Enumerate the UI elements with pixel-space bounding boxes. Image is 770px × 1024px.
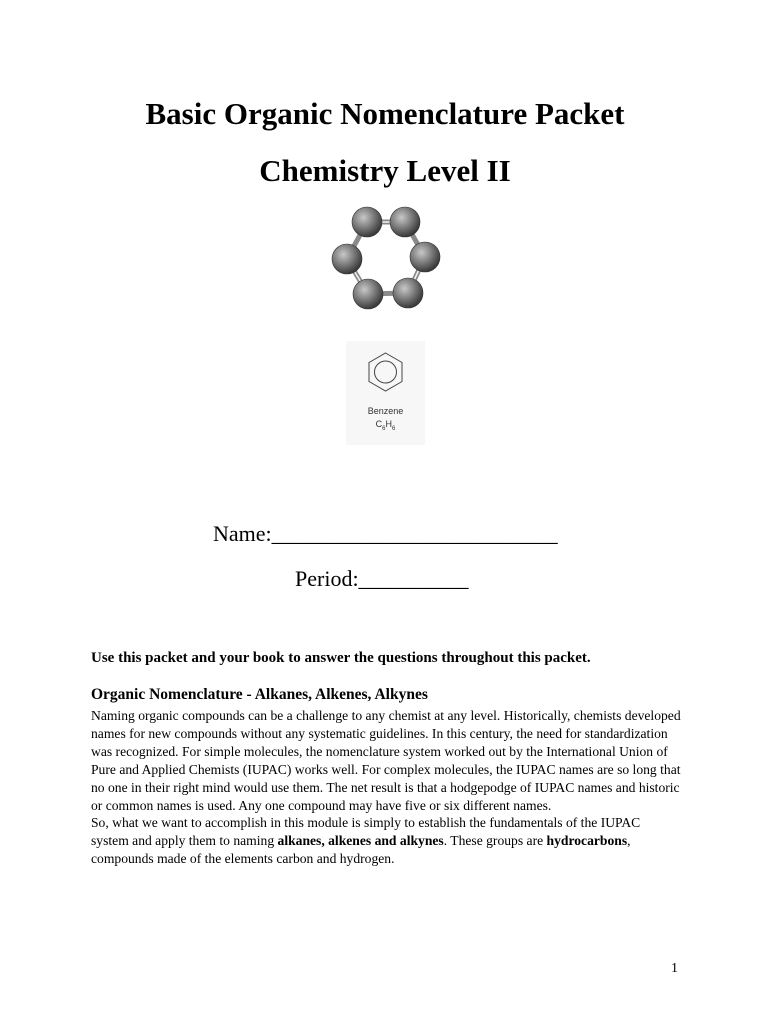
paragraph-2 [91,814,681,868]
paragraph-2-end: , compounds made of the elements carbon and hydrogen. [91,833,631,867]
formula-h-subscript: 6 [392,425,396,432]
paragraph-2-start: So, what we want to accomplish in this module is simply to establish the fundamentals of the IUPAC system and apply them to naming [91,815,641,849]
instructions-text: Use this packet and your book to answer the questions throughout this packet. [91,650,591,666]
formula-h: H [385,419,392,429]
period-field[interactable]: Period:__________ [295,566,469,591]
paragraph-1: Naming organic compounds can be a challenge to any chemist at any level. Historically, chemists developed names for new compounds without any systematic guidelines. In this century, the need for standardization was recognized. For simple molecules, the nomenclature system worked out by the International Union of Pure and Applied Chemists (IUPAC) works well. For complex molecules, the IUPAC names are so long that no one in their right mind would use them. The net result is that a hodgepodge of IUPAC names and historic or common names is used. Any one compound may have five or six different names. [91,708,681,813]
paragraph-2-middle: . These groups are [443,833,547,849]
name-field[interactable]: Name:__________________________ [213,521,558,546]
formula-c: C [375,419,383,429]
benzene-structure-card [346,341,425,445]
benzene-ball-and-stick-icon [325,200,445,318]
benzene-formula [346,419,425,432]
benzene-label: Benzene [367,406,404,416]
paragraph-2-bold-terms: alkanes, alkenes and alkynes [277,833,444,849]
paragraph-2-bold-hydrocarbons: hydrocarbons [546,833,628,849]
page-number: 1 [671,961,678,976]
page-subtitle: Chemistry Level II [259,153,511,188]
section-body [91,707,681,868]
formula-c-subscript: 6 [382,425,386,432]
section-heading: Organic Nomenclature - Alkanes, Alkenes, Alkynes [91,686,428,703]
page-title: Basic Organic Nomenclature Packet [145,96,625,131]
